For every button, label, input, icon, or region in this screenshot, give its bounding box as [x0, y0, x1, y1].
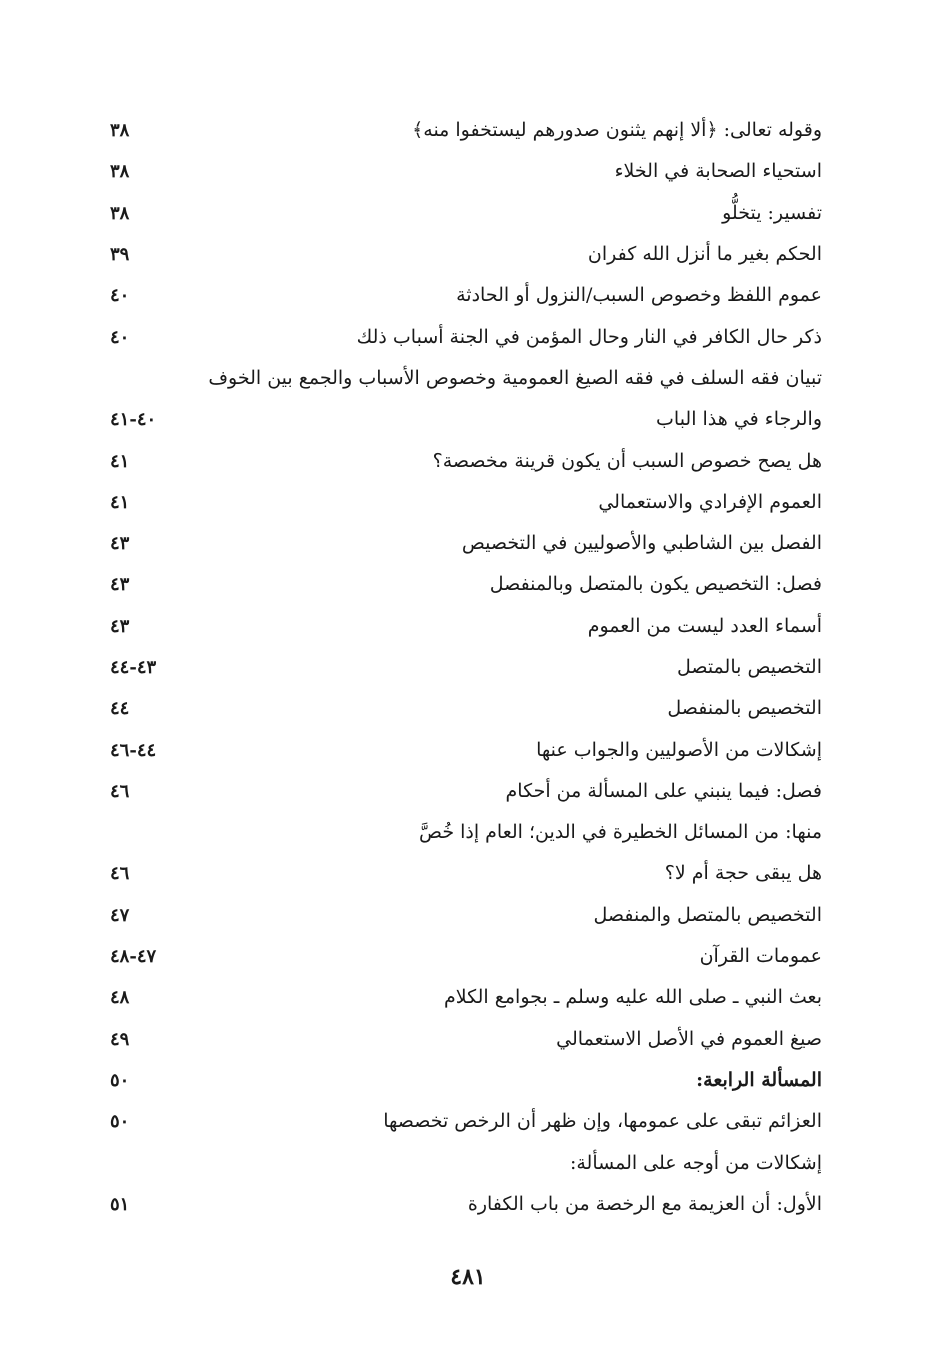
toc-entry-title: إشكالات من أوجه على المسألة: [569, 1151, 822, 1174]
toc-entry [100, 1101, 822, 1142]
toc-entry-page: ٤١ [110, 450, 130, 472]
toc-entry [100, 399, 822, 440]
toc-entry-title: العزائم تبقى على عمومها، وإن ظهر أن الرخص تخصصها [383, 1110, 822, 1133]
toc-entry-page: ٤٤ [110, 698, 130, 720]
table-of-contents [100, 110, 822, 1225]
toc-entry-page: ٥١ [110, 1193, 130, 1215]
toc-entry-page: ٤٦ [110, 863, 130, 885]
toc-entry [100, 977, 822, 1018]
toc-entry [100, 316, 822, 357]
toc-entry-page: ٤٤-٤٦ [110, 739, 157, 761]
toc-entry-page: ٥٠ [110, 1069, 130, 1091]
toc-entry-page: ٤٠ [110, 285, 130, 307]
toc-entry-page: ٤٣-٤٤ [110, 657, 157, 678]
toc-entry-title: إشكالات من الأصوليين والجواب عنها [536, 738, 822, 761]
toc-entry-title: استحياء الصحابة في الخلاء [614, 160, 822, 183]
toc-entry [100, 771, 822, 812]
toc-entry [100, 193, 822, 234]
toc-entry-title: هل يبقى حجة أم لا؟ [664, 862, 822, 885]
toc-entry [100, 440, 822, 481]
toc-entry [100, 606, 822, 647]
toc-entry-title: تفسير: يتخلُّو [722, 201, 822, 224]
toc-entry [100, 729, 822, 770]
toc-entry-page: ٥٠ [110, 1111, 130, 1133]
toc-entry-title: فصل: التخصيص يكون بالمتصل وبالمنفصل [489, 573, 822, 596]
toc-entry [100, 936, 822, 977]
toc-entry [100, 234, 822, 275]
toc-entry [100, 812, 822, 853]
toc-entry-page: ٤٨ [110, 987, 130, 1009]
toc-entry-page: ٣٨ [110, 161, 130, 183]
toc-entry-page: ٣٩ [110, 244, 130, 266]
toc-entry-title: صيغ العموم في الأصل الاستعمالي [556, 1027, 822, 1050]
toc-entry-title: فصل: فيما ينبني على المسألة من أحكام [505, 779, 822, 802]
toc-entry-page: ٤٣ [110, 615, 130, 637]
toc-entry-title: ذكر حال الكافر في النار وحال المؤمن في الجنة أسباب ذلك [356, 325, 822, 348]
toc-entry-page: ٤٦ [110, 780, 130, 802]
toc-entry [100, 358, 822, 399]
toc-section-heading [100, 1060, 822, 1101]
toc-entry-title: عمومات القرآن [699, 945, 822, 968]
toc-entry [100, 647, 822, 688]
toc-entry-page: ٣٨ [110, 120, 130, 142]
toc-entry-title: الفصل بين الشاطبي والأصوليين في التخصيص [461, 532, 822, 555]
toc-entry-title: أسماء العدد ليست من العموم [587, 614, 822, 637]
toc-entry-title: بعث النبي ـ صلى الله عليه وسلم ـ بجوامع الكلام [444, 986, 822, 1009]
toc-entry-title: منها: من المسائل الخطيرة في الدين؛ العام إذا خُصَّ [419, 821, 822, 844]
toc-entry-title: المسألة الرابعة: [696, 1068, 822, 1091]
toc-entry [100, 1019, 822, 1060]
page-number: ٤٨١ [450, 1264, 486, 1290]
toc-entry [100, 564, 822, 605]
toc-entry [100, 151, 822, 192]
toc-entry-title: عموم اللفظ وخصوص السبب/النزول أو الحادثة [456, 284, 822, 307]
toc-entry-page: ٤١ [110, 491, 130, 513]
toc-entry-title: التخصيص بالمتصل والمنفصل [593, 903, 822, 926]
toc-entry [100, 482, 822, 523]
toc-entry [100, 110, 822, 151]
toc-entry-page: ٤٩ [110, 1028, 130, 1050]
toc-entry-page: ٤٠ [110, 326, 130, 348]
toc-entry [100, 275, 822, 316]
toc-entry-title: الأول: أن العزيمة مع الرخصة من باب الكفارة [467, 1192, 822, 1215]
toc-entry-page: ٤٧ [110, 904, 130, 926]
toc-entry-title: التخصيص بالمنفصل [667, 697, 822, 720]
toc-entry [100, 1184, 822, 1225]
toc-entry-page: ٣٨ [110, 202, 130, 224]
toc-entry-page: ٤٠-٤١ [110, 409, 157, 431]
toc-entry-title: هل يصح خصوص السبب أن يكون قرينة مخصصة؟ [432, 449, 822, 472]
toc-entry-title: تبيان فقه السلف في فقه الصيغ العمومية وخصوص الأسباب والجمع بين الخوف [208, 366, 822, 389]
toc-entry-title: التخصيص بالمتصل [676, 656, 822, 678]
toc-entry-title: الحكم بغير ما أنزل الله كفران [587, 243, 822, 266]
toc-entry-page: ٤٧-٤٨ [110, 946, 157, 968]
toc-entry [100, 688, 822, 729]
toc-entry [100, 523, 822, 564]
toc-entry [100, 895, 822, 936]
toc-entry [100, 1142, 822, 1183]
toc-entry-title: العموم الإفرادي والاستعمالي [598, 490, 822, 513]
toc-entry-title: وقوله تعالى: ﴿ألا إنهم يثنون صدورهم ليستخفوا منه﴾ [412, 119, 822, 142]
toc-entry-page: ٤٣ [110, 533, 130, 555]
toc-entry-title: والرجاء في هذا الباب [656, 408, 822, 431]
toc-entry [100, 853, 822, 894]
toc-entry-page: ٤٣ [110, 574, 130, 596]
